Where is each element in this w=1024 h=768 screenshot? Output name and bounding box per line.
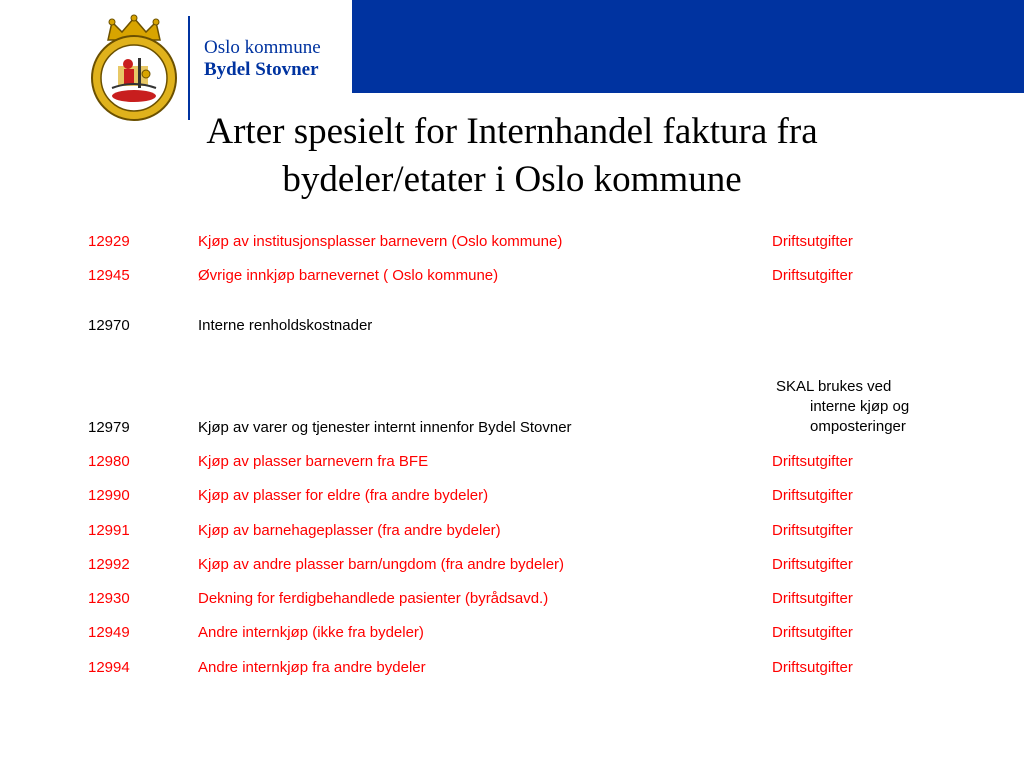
account-description: Kjøp av plasser for eldre (fra andre bydeler) [198, 487, 489, 504]
account-description: Andre internkjøp fra andre bydeler [198, 659, 426, 676]
account-code: 12992 [88, 556, 130, 573]
account-type: Driftsutgifter [772, 453, 853, 470]
table-row [0, 316, 1024, 336]
account-code: 12991 [88, 522, 130, 539]
account-description: Kjøp av plasser barnevern fra BFE [198, 453, 429, 470]
usage-note-line-3: omposteringer [810, 418, 906, 435]
account-description: Dekning for ferdigbehandlede pasienter (byrådsavd.) [198, 590, 549, 607]
account-type: Driftsutgifter [772, 233, 853, 250]
org-name: Oslo kommune [204, 37, 321, 58]
account-description: Øvrige innkjøp barnevernet ( Oslo kommune) [198, 267, 499, 284]
table-row [0, 418, 1024, 438]
account-description: Kjøp av andre plasser barn/ungdom (fra andre bydeler) [198, 556, 565, 573]
account-type: Driftsutgifter [772, 267, 853, 284]
account-type: Driftsutgifter [772, 487, 853, 504]
account-code: 12930 [88, 590, 130, 607]
account-code: 12990 [88, 487, 130, 504]
account-code: 12994 [88, 659, 130, 676]
usage-note-line-1: SKAL brukes ved [776, 378, 892, 395]
table-row [0, 589, 1024, 609]
page-title-line-1: Arter spesielt for Internhandel faktura fra [206, 111, 818, 152]
usage-note-line-2: interne kjøp og [810, 398, 910, 415]
table-row [0, 486, 1024, 506]
table-row [0, 623, 1024, 643]
account-type: Driftsutgifter [772, 522, 853, 539]
account-code: 12945 [88, 267, 130, 284]
account-type: Driftsutgifter [772, 659, 853, 676]
account-type: Driftsutgifter [772, 590, 853, 607]
account-code: 12929 [88, 233, 130, 250]
org-block [204, 37, 321, 81]
account-code: 12980 [88, 453, 130, 470]
oslo-coat-of-arms-icon [88, 14, 180, 122]
table-row [0, 232, 1024, 252]
table-row [0, 658, 1024, 678]
account-description: Interne renholdskostnader [198, 317, 373, 334]
table-row [0, 555, 1024, 575]
account-description: Kjøp av barnehageplasser (fra andre bydeler) [198, 522, 501, 539]
account-description: Andre internkjøp (ikke fra bydeler) [198, 624, 424, 641]
table-row [0, 521, 1024, 541]
account-description: Kjøp av institusjonsplasser barnevern (Oslo kommune) [198, 233, 563, 250]
department-name: Bydel Stovner [204, 59, 319, 80]
page-title [150, 108, 874, 204]
account-code: 12970 [88, 317, 130, 334]
account-type: Driftsutgifter [772, 556, 853, 573]
table-row [0, 266, 1024, 286]
table-row [0, 452, 1024, 472]
header-divider [188, 16, 190, 120]
account-description: Kjøp av varer og tjenester internt innenfor Bydel Stovner [198, 419, 572, 436]
page-title-line-2: bydeler/etater i Oslo kommune [282, 159, 742, 200]
account-code: 12979 [88, 419, 130, 436]
account-type: Driftsutgifter [772, 624, 853, 641]
account-code: 12949 [88, 624, 130, 641]
